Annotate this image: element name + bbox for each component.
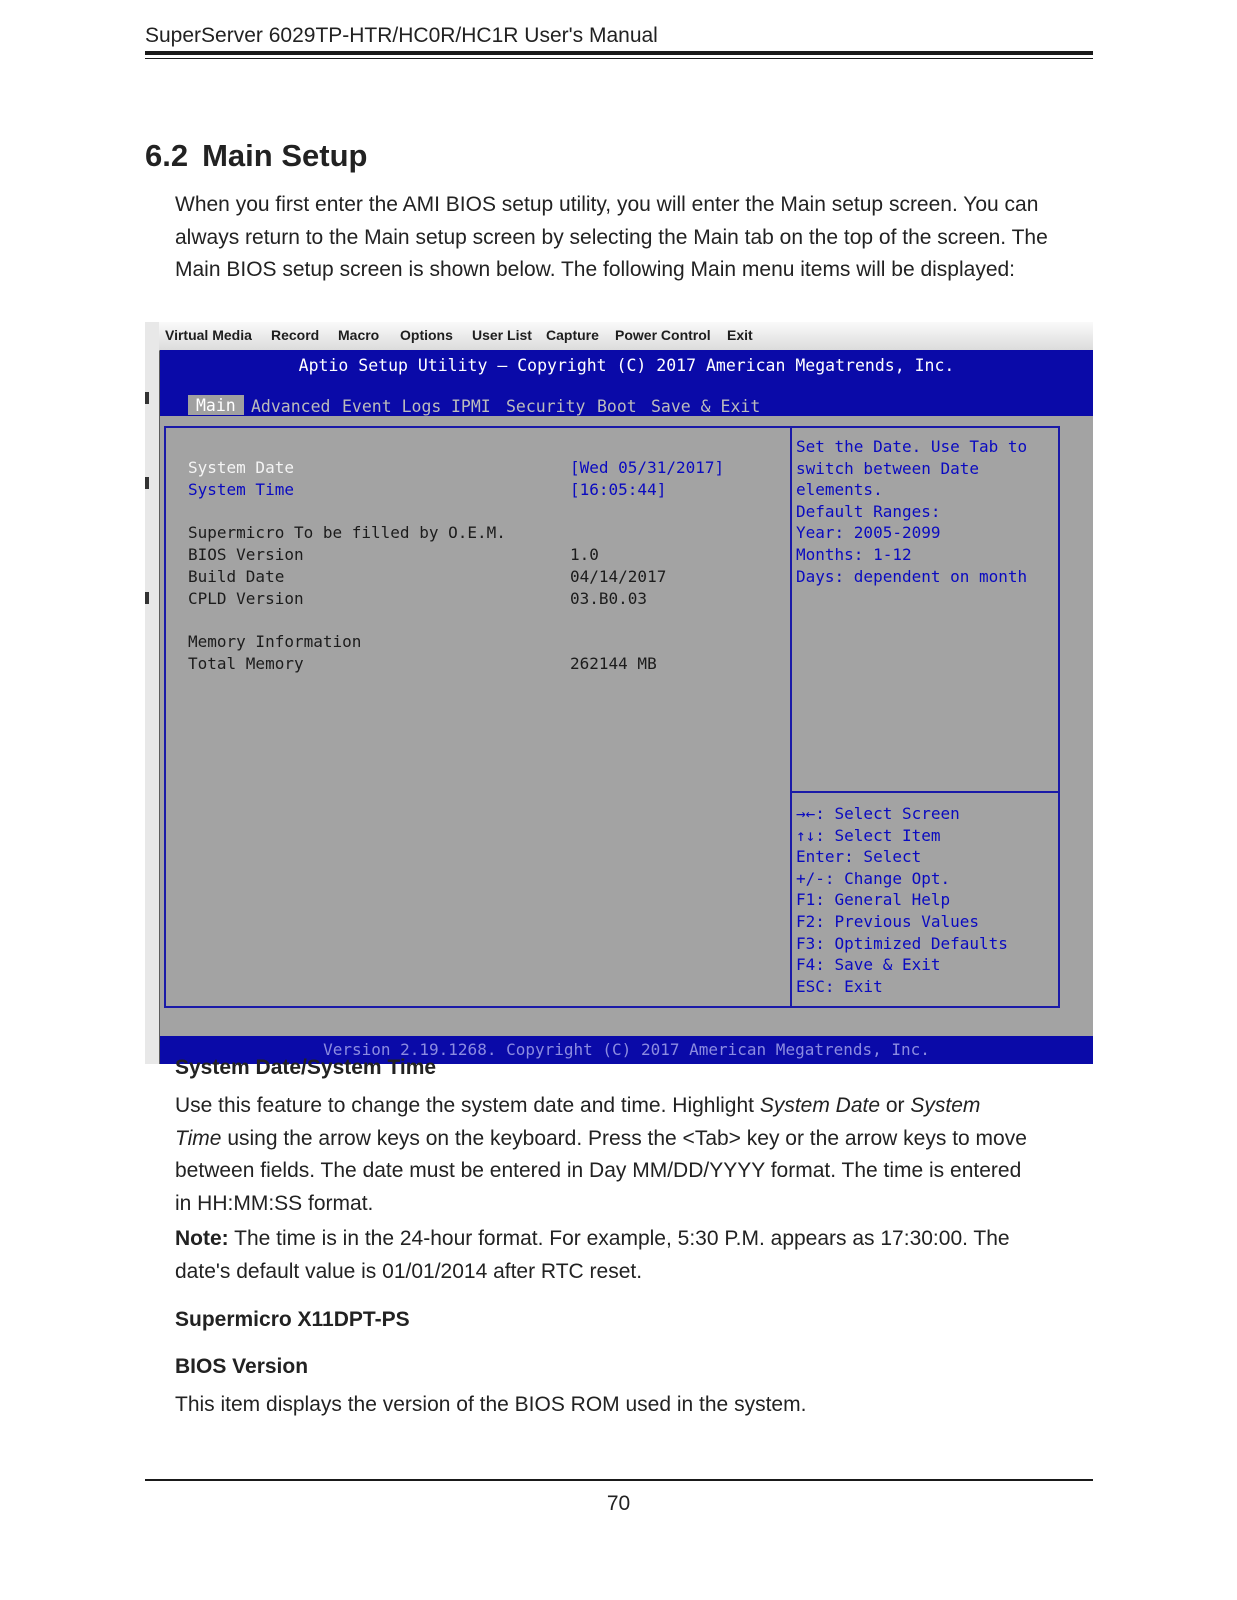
total-memory-label: Total Memory (188, 654, 304, 673)
system-time-label[interactable]: System Time (188, 480, 294, 499)
tab-main[interactable]: Main (188, 395, 244, 415)
help-divider (792, 791, 1058, 793)
key-legend-line: →←: Select Screen (796, 804, 960, 823)
heading-bios-version: BIOS Version (175, 1355, 309, 1378)
intro-line: Main BIOS setup screen is shown below. The following Main menu items will be displayed: (175, 258, 1016, 281)
help-line: Days: dependent on month (796, 567, 1028, 586)
system-time-value[interactable]: [16:05:44] (570, 480, 667, 499)
bios-version-value: 1.0 (570, 545, 599, 564)
help-line: elements. (796, 480, 883, 499)
paragraph-line: in HH:MM:SS format. (175, 1191, 374, 1215)
heading-board: Supermicro X11DPT-PS (175, 1308, 410, 1331)
bios-screenshot (145, 322, 1093, 1064)
tab-security[interactable]: Security (506, 397, 586, 416)
edge-marker (145, 592, 149, 604)
menu-record[interactable]: Record (271, 327, 320, 343)
build-date-label: Build Date (188, 567, 285, 586)
emphasis-time: Time (175, 1126, 222, 1150)
help-line: Default Ranges: (796, 502, 941, 521)
system-date-label[interactable]: System Date (188, 458, 294, 477)
heading-system-date-time: System Date/System Time (175, 1056, 437, 1079)
header-rule-thin (145, 58, 1093, 59)
oem-label: Supermicro To be filled by O.E.M. (188, 523, 506, 542)
settings-frame (164, 426, 792, 1008)
key-legend-line: F2: Previous Values (796, 912, 980, 931)
intro-line: When you first enter the AMI BIOS setup utility, you will enter the Main setup screen. You can (175, 193, 1039, 216)
menu-exit[interactable]: Exit (727, 327, 753, 343)
emphasis-system-date: System Date (759, 1094, 881, 1117)
menu-capture[interactable]: Capture (546, 327, 599, 343)
help-line: Months: 1-12 (796, 545, 912, 564)
section-number: 6.2 (145, 138, 189, 173)
running-header: SuperServer 6029TP-HTR/HC0R/HC1R User's Manual (145, 24, 658, 47)
key-legend-line: F4: Save & Exit (796, 955, 941, 974)
paragraph-line: date's default value is 01/01/2014 after RTC reset. (175, 1259, 643, 1283)
text-run: using the arrow keys on the keyboard. Press the <Tab> key or the arrow keys to move (221, 1126, 1027, 1150)
section-title-text: Main Setup (202, 138, 368, 173)
paragraph-line (175, 1090, 1093, 1123)
menu-macro[interactable]: Macro (338, 327, 380, 343)
text-run: or (880, 1094, 911, 1117)
tab-ipmi[interactable]: IPMI (451, 397, 491, 416)
bios-version-text: This item displays the version of the BIOS ROM used in the system. (175, 1393, 807, 1416)
emphasis-system: System (910, 1094, 981, 1117)
bios-version-label: BIOS Version (188, 545, 304, 564)
bios-title: Aptio Setup Utility – Copyright (C) 2017 American Megatrends, Inc. (298, 356, 955, 375)
tab-event-logs[interactable]: Event Logs (342, 397, 442, 416)
kvm-menubar (159, 322, 1093, 351)
help-line: switch between Date (796, 459, 980, 478)
paragraph-line: between fields. The date must be entered in Day MM/DD/YYYY format. The time is entered (175, 1159, 1022, 1182)
tab-boot[interactable]: Boot (597, 397, 637, 416)
menu-power-control[interactable]: Power Control (615, 327, 711, 343)
note-label: Note: (175, 1227, 229, 1250)
window-left-edge (145, 322, 161, 1064)
footer-rule (145, 1479, 1093, 1481)
system-date-time-paragraph (175, 1090, 1093, 1220)
help-line: Set the Date. Use Tab to (796, 437, 1028, 456)
help-line: Year: 2005-2099 (796, 523, 941, 542)
section-title (145, 138, 367, 174)
cpld-version-label: CPLD Version (188, 589, 304, 608)
edge-marker (145, 477, 149, 489)
key-legend-line: +/-: Change Opt. (796, 869, 951, 888)
build-date-value: 04/14/2017 (570, 567, 667, 586)
menu-user-list[interactable]: User List (472, 327, 532, 343)
text-run: Use this feature to change the system date and time. Highlight (175, 1094, 760, 1117)
intro-line: always return to the Main setup screen by selecting the Main tab on the top of the screen. The (175, 225, 1048, 249)
key-legend-line: ↑↓: Select Item (796, 826, 941, 845)
key-legend-line: Enter: Select (796, 847, 922, 866)
intro-paragraph (175, 189, 1093, 287)
edge-marker (145, 392, 149, 404)
menu-virtual-media[interactable]: Virtual Media (165, 327, 252, 343)
memory-info-label: Memory Information (188, 632, 362, 651)
page-number: 70 (606, 1492, 631, 1515)
tab-advanced[interactable]: Advanced (251, 397, 331, 416)
key-legend-line: ESC: Exit (796, 977, 883, 996)
cpld-version-value: 03.B0.03 (570, 589, 648, 608)
key-legend-line: F3: Optimized Defaults (796, 934, 1008, 953)
bios-title-bar (160, 350, 1093, 416)
note-paragraph (175, 1223, 1093, 1288)
text-run: The time is in the 24-hour format. For example, 5:30 P.M. appears as 17:30:00. The (228, 1227, 1010, 1250)
bios-version-string: Version 2.19.1268. Copyright (C) 2017 American Megatrends, Inc. (323, 1040, 930, 1059)
total-memory-value: 262144 MB (570, 654, 657, 673)
header-rule (145, 51, 1093, 55)
system-date-value[interactable]: [Wed 05/31/2017] (570, 458, 725, 477)
key-legend-line: F1: General Help (796, 890, 951, 909)
paragraph-line (175, 1223, 1093, 1256)
tab-save-exit[interactable]: Save & Exit (651, 397, 761, 416)
menu-options[interactable]: Options (400, 327, 453, 343)
bios-main-panel (160, 416, 1093, 1036)
paragraph-line (175, 1123, 1093, 1156)
